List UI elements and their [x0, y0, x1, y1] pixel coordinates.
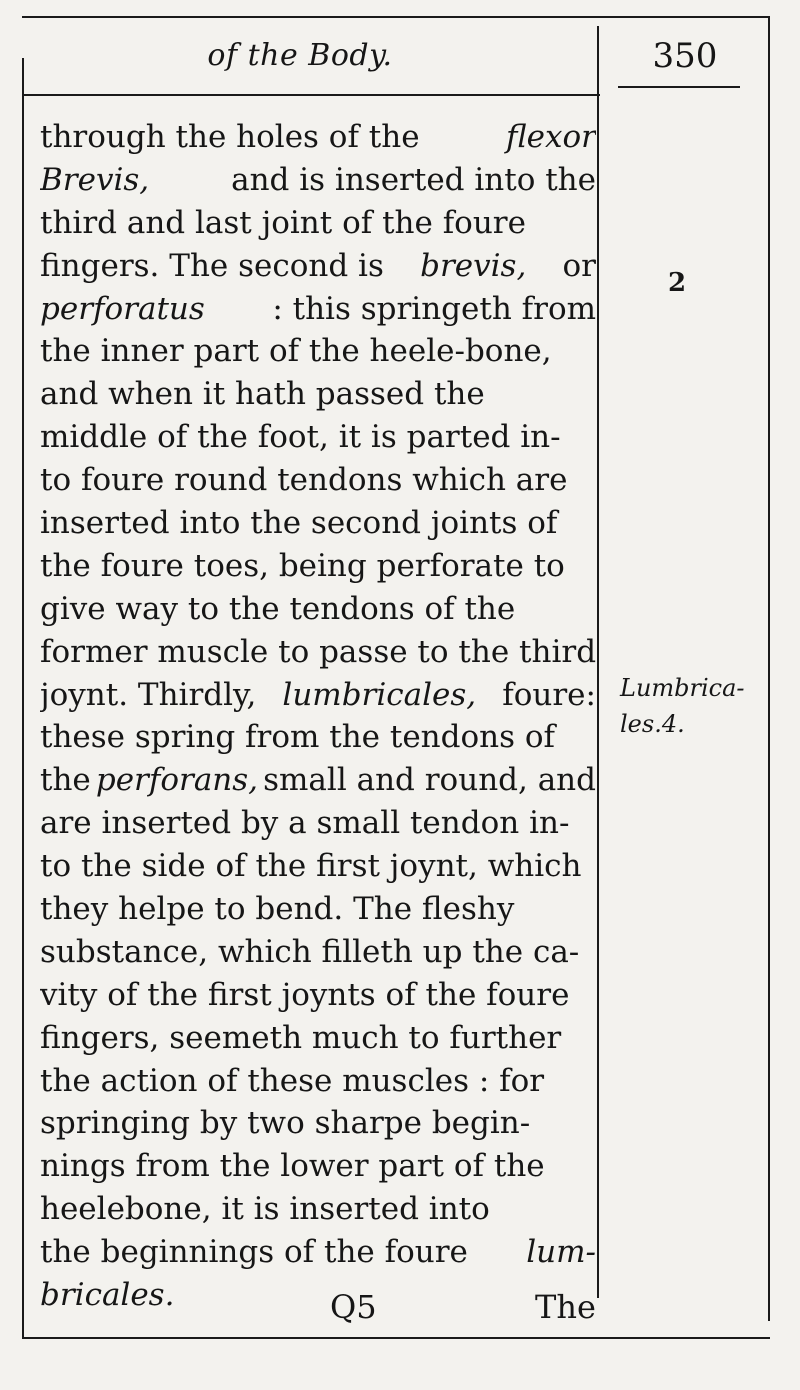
text-line: third and last joint of the foure — [40, 204, 526, 241]
body-text — [40, 116, 596, 1317]
text-line: inserted into the second joints of — [40, 505, 558, 542]
text-line: perforatus : this springeth from — [40, 290, 596, 327]
left-rule — [22, 58, 24, 1338]
margin-note-lumbricales — [620, 670, 745, 742]
text-line: the beginnings of the foure lum- — [40, 1234, 596, 1271]
text-line: fingers. The second is brevis, or — [40, 247, 596, 284]
text-line: they helpe to bend. The fleshy — [40, 891, 515, 928]
bottom-rule — [22, 1337, 770, 1339]
text-line: are inserted by a small tendon in- — [40, 805, 570, 842]
text-line: springing by two sharpe begin- — [40, 1105, 531, 1142]
text-line: nings from the lower part of the — [40, 1148, 545, 1185]
text-line: and when it hath passed the — [40, 376, 485, 413]
text-line: give way to the tendons of the — [40, 590, 516, 627]
text-line: Brevis, and is inserted into the — [40, 161, 596, 198]
text-line: to foure round tendons which are — [40, 462, 568, 499]
text-line: substance, which filleth up the ca- — [40, 933, 580, 970]
outer-right-rule — [768, 16, 770, 1321]
header-rule — [22, 94, 600, 96]
margin-note-line: Lumbrica- — [620, 674, 745, 702]
signature-mark: Q5 — [330, 1288, 377, 1326]
top-rule — [22, 16, 770, 18]
margin-note-line: les.4. — [620, 710, 685, 738]
page-number-underline — [618, 86, 740, 88]
page-number: 350 — [652, 36, 718, 76]
text-line: joynt. Thirdly, lumbricales, foure: — [40, 676, 596, 713]
margin-number: 2 — [668, 268, 687, 298]
text-line: vity of the first joynts of the foure — [40, 976, 570, 1013]
text-line: the foure toes, being perforate to — [40, 547, 565, 584]
text-line: to the side of the first joynt, which — [40, 848, 582, 885]
catchword: The — [535, 1288, 596, 1326]
running-head: of the Body. — [207, 38, 393, 73]
text-line: these spring from the tendons of — [40, 719, 555, 756]
text-line: bricales. — [40, 1277, 175, 1314]
text-line: the inner part of the heele-bone, — [40, 333, 552, 370]
text-line: fingers, seemeth much to further — [40, 1019, 562, 1056]
column-rule — [597, 26, 599, 1298]
text-line: through the holes of the flexor — [40, 119, 596, 155]
text-line: former muscle to passe to the third — [40, 633, 596, 670]
text-line: middle of the foot, it is parted in- — [40, 419, 561, 456]
text-line: heelebone, it is inserted into — [40, 1191, 490, 1228]
text-line: the action of these muscles : for — [40, 1062, 545, 1099]
text-line: the perforans, small and round, and — [40, 762, 596, 799]
